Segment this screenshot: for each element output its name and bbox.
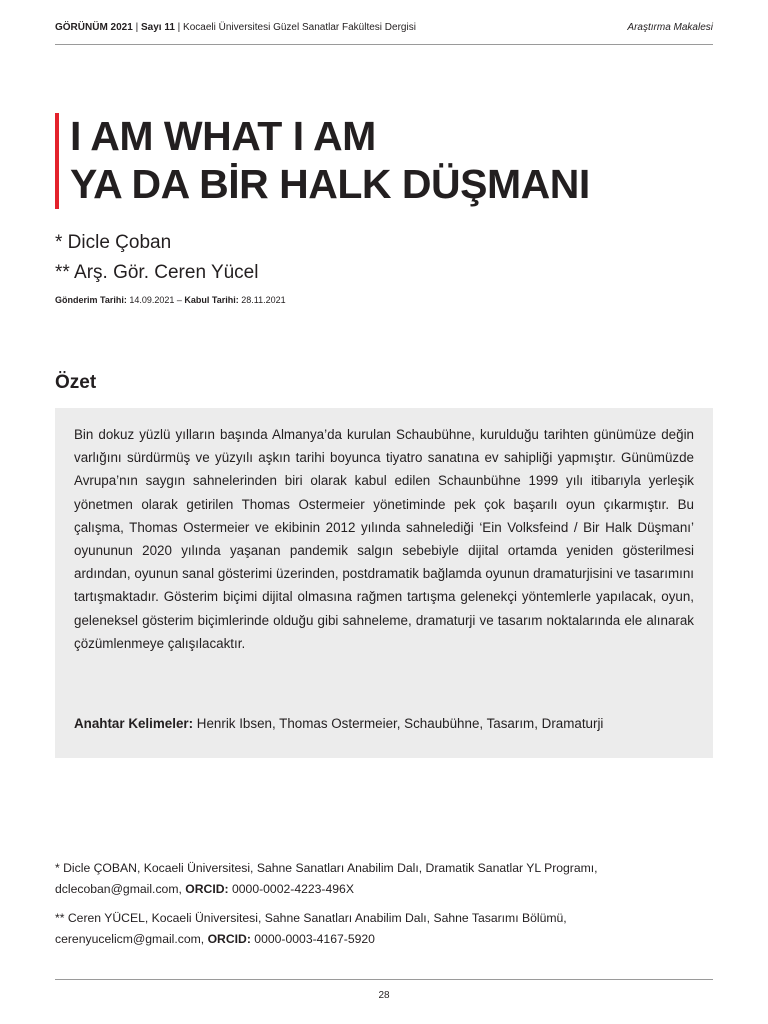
footnote-email: dclecoban@gmail.com, <box>55 882 186 896</box>
accepted-value: 28.11.2021 <box>238 295 286 305</box>
keywords-label: Anahtar Kelimeler: <box>74 716 194 731</box>
title-line-1: I AM WHAT I AM <box>70 113 376 159</box>
abstract-text: Bin dokuz yüzlü yılların başında Almanya’da kurulan Schaubühne, kurulduğu tarihten günümüze değin varlığını sürdürmüş ve yüzyılı aşkın tarihi boyunca tiyatro sanatına ev sahipliği yapmıştır. Günümüzde Avrupa’nın saygın sahnelerinden biri olarak kabul edilen Schaunbühne 1999 yılı itibarıyla yerleşik yönetmen olarak getirilen Thomas Ostermeier yönetiminde pek çok başarılı oyun çıkarmıştır. Bu çalışma, Thomas Ostermeier ve ekibinin 2012 yılında sahnelediği ‘Ein Volksfeind / Bir Halk Düşmanı’ oyununun 2020 yılında yaşanan pandemik salgın sebebiyle dijital ortamda yeniden gösterilmesi ardından, oyunun sanal gösterimi üzerinden, postdramatik bağlamda oyunun dramaturjisini ve tasarımını tartışmaktadır. Gösterim biçimi dijital olmasına rağmen tartışma gelenekçi yöntemlerle yapılacak, oyun, geleneksel gösterim biçimlerinde olduğu gibi sahneleme, dramaturji ve tasarım noktalarında ele alınarak çözümlenmeye çalışılacaktır. <box>74 427 694 651</box>
footnote-contact <box>55 879 695 900</box>
issue-number: Sayı 11 <box>140 22 175 33</box>
footnote-2 <box>55 908 695 950</box>
footer-divider <box>55 979 713 980</box>
orcid-label: ORCID: <box>185 882 229 896</box>
accepted-label: Kabul Tarihi: <box>184 295 239 305</box>
journal-info <box>55 22 416 33</box>
submission-dates <box>55 295 286 305</box>
footnote-email: cerenyucelicm@gmail.com, <box>55 932 208 946</box>
keywords-value: Henrik Ibsen, Thomas Ostermeier, Schaubühne, Tasarım, Dramaturji <box>193 716 604 731</box>
running-header <box>55 22 713 33</box>
author-2: ** Arş. Gör. Ceren Yücel <box>55 262 259 283</box>
article-title <box>70 112 710 208</box>
journal-year: GÖRÜNÜM 2021 <box>55 22 133 33</box>
footnote-1 <box>55 858 695 900</box>
submitted-label: Gönderim Tarihi: <box>55 295 127 305</box>
author-1: * Dicle Çoban <box>55 232 172 253</box>
article-type: Araştırma Makalesi <box>627 22 713 33</box>
title-accent-bar <box>55 113 59 209</box>
footnote-affiliation: ** Ceren YÜCEL, Kocaeli Üniversitesi, Sahne Sanatları Anabilim Dalı, Sahne Tasarımı Bölümü, <box>55 911 567 925</box>
footnote-contact <box>55 929 695 950</box>
header-divider <box>55 44 713 45</box>
submitted-value: 14.09.2021 – <box>126 295 185 305</box>
orcid-label: ORCID: <box>207 932 251 946</box>
keywords <box>74 716 694 731</box>
orcid-value: 0000-0003-4167-5920 <box>250 932 375 946</box>
journal-name: Kocaeli Üniversitesi Güzel Sanatlar Fakültesi Dergisi <box>183 22 416 33</box>
abstract-heading: Özet <box>55 372 97 393</box>
page-number: 28 <box>378 990 390 1001</box>
title-line-2: YA DA BİR HALK DÜŞMANI <box>70 161 590 207</box>
header-separator: | <box>132 22 141 33</box>
orcid-value: 0000-0002-4223-496X <box>228 882 354 896</box>
header-separator: | <box>174 22 184 33</box>
footnote-affiliation: * Dicle ÇOBAN, Kocaeli Üniversitesi, Sahne Sanatları Anabilim Dalı, Dramatik Sanatlar YL Programı, <box>55 861 598 875</box>
abstract-box <box>55 408 713 758</box>
